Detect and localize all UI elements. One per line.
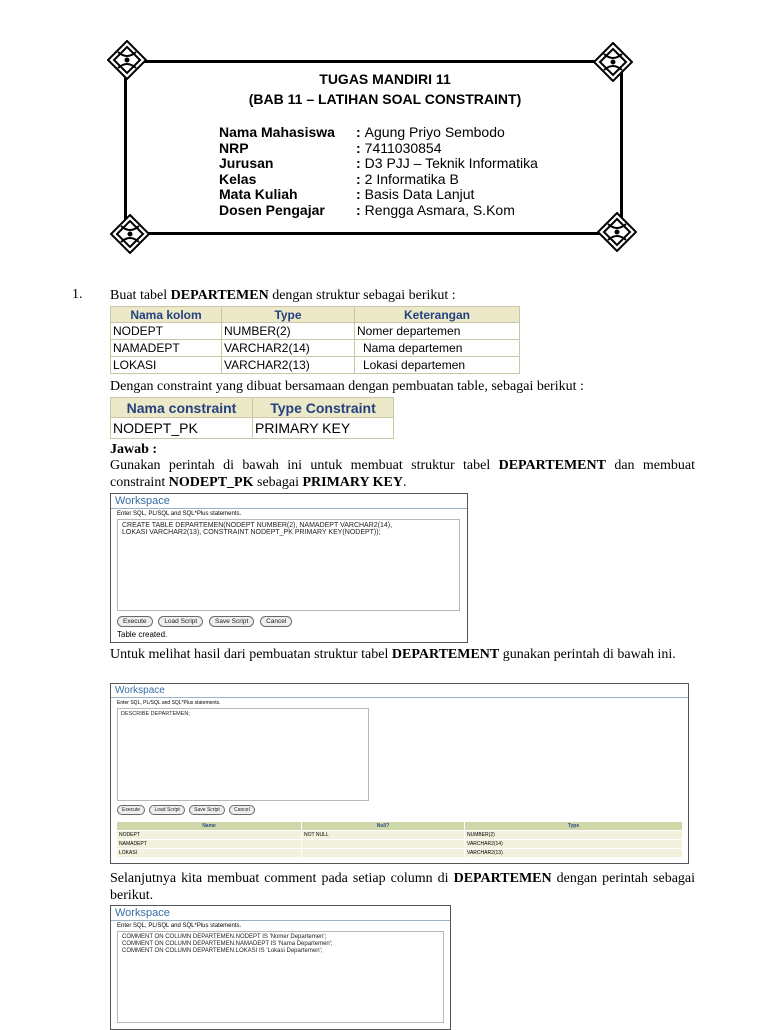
- answer-label: Jawab :: [110, 442, 158, 457]
- workspace-panel: [110, 905, 451, 1030]
- workspace-panel: [110, 683, 689, 864]
- table-row: LOKASI VARCHAR2(13): [117, 849, 683, 858]
- table-row: NAMADEPT VARCHAR2(14): [117, 840, 683, 849]
- info-label: Kelas: [219, 170, 257, 187]
- table-row: NODEPT_PK PRIMARY KEY: [111, 418, 394, 439]
- load-script-button[interactable]: Load Script: [158, 616, 203, 627]
- load-script-button[interactable]: Load Script: [149, 805, 184, 815]
- info-value: D3 PJJ – Teknik Informatika: [364, 155, 538, 172]
- structure-table: [110, 306, 520, 374]
- execute-button[interactable]: Execute: [117, 805, 145, 815]
- constraint-table: [110, 397, 394, 439]
- info-separator: :: [356, 201, 361, 218]
- info-value: Rengga Asmara, S.Kom: [364, 201, 515, 218]
- student-info: [219, 125, 538, 219]
- info-row-jurusan: [219, 156, 538, 172]
- status-message: Table created.: [117, 630, 168, 639]
- info-label: Mata Kuliah: [219, 186, 298, 203]
- sql-editor[interactable]: CREATE TABLE DEPARTEMEN(NODEPT NUMBER(2), NAMADEPT VARCHAR2(14), LOKASI VARCHAR2(13), CONSTRAINT NODEPT_PK PRIMARY KEY(NODEPT));: [117, 519, 460, 611]
- save-script-button[interactable]: Save Script: [189, 805, 225, 815]
- table-header: Keterangan: [355, 307, 520, 323]
- cancel-button[interactable]: Cancel: [260, 616, 292, 627]
- describe-result-table: [116, 821, 683, 858]
- sql-editor[interactable]: COMMENT ON COLUMN DEPARTEMEN.NODEPT IS 'Nomer Departemen'; COMMENT ON COLUMN DEPARTEMEN.NAMADEPT IS 'Nama Departemen'; COMMENT ON COLUMN DEPARTEMEN.LOKASI IS 'Lokasi Departemen';: [117, 931, 444, 1023]
- info-value: Basis Data Lanjut: [364, 186, 475, 203]
- table-header: Nama constraint: [111, 398, 253, 418]
- sql-editor[interactable]: DESCRIBE DEPARTEMEN;: [117, 708, 369, 801]
- info-row-name: [219, 125, 538, 141]
- corner-ornament-icon: [110, 214, 150, 254]
- info-separator: :: [356, 186, 361, 203]
- workspace-subtitle: Enter SQL, PL/SQL and SQL*Plus statements.: [117, 923, 242, 929]
- assignment-title: TUGAS MANDIRI 11: [319, 71, 451, 87]
- workspace-title: Workspace: [111, 684, 688, 698]
- info-separator: :: [356, 170, 361, 187]
- info-label: NRP: [219, 139, 249, 156]
- info-value: 7411030854: [364, 139, 442, 156]
- assignment-subtitle: (BAB 11 – LATIHAN SOAL CONSTRAINT): [248, 91, 522, 107]
- info-value: Agung Priyo Sembodo: [364, 124, 505, 140]
- info-row-dosen: [219, 203, 538, 219]
- workspace-subtitle: Enter SQL, PL/SQL and SQL*Plus statements.: [117, 511, 242, 517]
- table-row: NODEPT NOT NULL NUMBER(2): [117, 831, 683, 840]
- execute-button[interactable]: Execute: [117, 616, 153, 627]
- workspace-title: Workspace: [111, 494, 467, 509]
- info-row-matakuliah: [219, 187, 538, 203]
- table-header: Type Constraint: [253, 398, 394, 418]
- save-script-button[interactable]: Save Script: [209, 616, 254, 627]
- info-row-nrp: [219, 141, 538, 157]
- info-separator: :: [356, 139, 361, 156]
- answer-paragraph-3: Selanjutnya kita membuat comment pada setiap column di DEPARTEMEN dengan perintah sebagai berikut.: [110, 871, 696, 903]
- table-row: NODEPT NUMBER(2) Nomer departemen: [111, 323, 520, 340]
- workspace-buttons: [117, 616, 292, 627]
- info-row-kelas: [219, 172, 538, 188]
- workspace-subtitle: Enter SQL, PL/SQL and SQL*Plus statements.: [117, 700, 221, 706]
- table-header: Null?: [302, 822, 465, 831]
- workspace-buttons: [117, 805, 255, 815]
- workspace-panel: [110, 493, 468, 643]
- table-row: NAMADEPT VARCHAR2(14) Nama departemen: [111, 340, 520, 357]
- corner-ornament-icon: [597, 212, 637, 252]
- info-value: 2 Informatika B: [364, 170, 459, 187]
- info-label: Nama Mahasiswa: [219, 124, 335, 140]
- info-separator: :: [356, 124, 361, 140]
- table-header: Type: [222, 307, 355, 323]
- table-header: Name: [117, 822, 302, 831]
- workspace-title: Workspace: [111, 906, 450, 921]
- table-header: Type: [465, 822, 683, 831]
- question-intro: Buat tabel DEPARTEMEN dengan struktur sebagai berikut :: [110, 288, 456, 303]
- info-label: Jurusan: [219, 155, 274, 172]
- table-row: LOKASI VARCHAR2(13) Lokasi departemen: [111, 357, 520, 374]
- info-label: Dosen Pengajar: [219, 201, 325, 218]
- cancel-button[interactable]: Cancel: [229, 805, 255, 815]
- answer-paragraph-2: Untuk melihat hasil dari pembuatan struktur tabel DEPARTEMENT gunakan perintah di bawah ini.: [110, 647, 676, 662]
- constraint-intro: Dengan constraint yang dibuat bersamaan dengan pembuatan table, sebagai berikut :: [110, 379, 584, 394]
- question-number: 1.: [72, 287, 83, 302]
- table-header: Nama kolom: [111, 307, 222, 323]
- answer-paragraph-1: Gunakan perintah di bawah ini untuk membuat struktur tabel DEPARTEMENT dan membuat constraint NODEPT_PK sebagai PRIMARY KEY.: [110, 458, 695, 490]
- info-separator: :: [356, 155, 361, 172]
